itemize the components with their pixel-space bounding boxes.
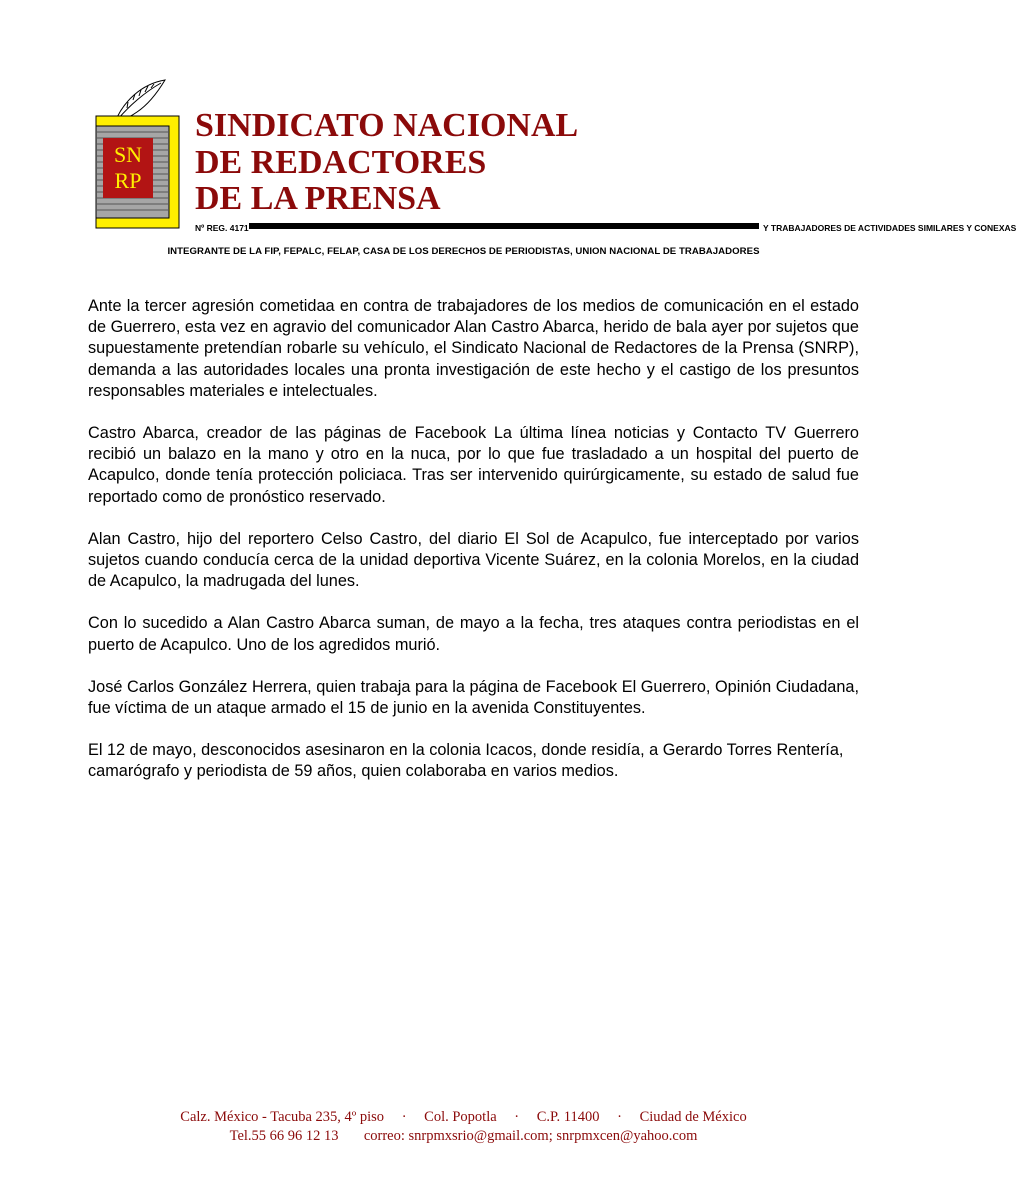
footer-emails[interactable]: correo: snrpmxsrio@gmail.com; snrpmxcen@yahoo.com [363, 1128, 698, 1144]
footer-phone: Tel.55 66 96 12 13 [229, 1128, 339, 1144]
organization-title [195, 108, 578, 218]
paragraph-3: Alan Castro, hijo del reportero Celso Castro, del diario El Sol de Acapulco, fue interceptado por varios sujetos cuando conducía cerca de la unidad deportiva Vicente Suárez, en la colonia Morelos, en la ciudad de Acapulco, la madrugada del lunes. [88, 529, 859, 591]
footer-separator: · [401, 1109, 407, 1125]
paragraph-5: José Carlos González Herrera, quien trabaja para la página de Facebook El Guerrero, Opinión Ciudadana, fue víctima de un ataque armado el 15 de junio en la avenida Constituyentes. [88, 677, 859, 718]
header-divider-bar [249, 223, 759, 229]
title-line-3: DE LA PRENSA [195, 180, 441, 217]
registration-row [195, 221, 1016, 235]
paragraph-1: Ante la tercer agresión cometidaa en contra de trabajadores de los medios de comunicación en el estado de Guerrero, esta vez en agravio del comunicador Alan Castro Abarca, herido de bala ayer por sujetos que supuestamente pretendían robarle su vehículo, el Sindicato Nacional de Redactores de la Prensa (SNRP), demanda a las autoridades locales una pronta investigación de este hecho y el castigo de los presuntos responsables materiales e intelectuales. [88, 297, 859, 400]
title-line-2: DE REDACTORES [195, 143, 487, 181]
footer-city: Ciudad de México [639, 1109, 747, 1125]
paragraph-6: El 12 de mayo, desconocidos asesinaron en la colonia Icacos, donde residía, a Gerardo Torres Rentería, camarógrafo y periodista de 59 años, quien colaboraba en varios medios. [88, 741, 844, 781]
paragraph-4: Con lo sucedido a Alan Castro Abarca suman, de mayo a la fecha, tres ataques contra periodistas en el puerto de Acapulco. Uno de los agredidos murió. [88, 614, 859, 654]
registration-tagline: Y TRABAJADORES DE ACTIVIDADES SIMILARES Y CONEXAS [763, 223, 1016, 233]
footer-contact [0, 1108, 927, 1146]
title-line-1: SINDICATO NACIONAL [195, 107, 579, 144]
snrp-logo [93, 78, 188, 230]
logo-letters-top: SN [113, 142, 143, 167]
footer-separator: · [514, 1109, 520, 1125]
footer-address-line [0, 1108, 927, 1127]
footer-separator: · [617, 1109, 622, 1125]
press-release-body [88, 296, 859, 804]
footer-contact-line [0, 1127, 927, 1146]
affiliations-line: INTEGRANTE DE LA FIP, FEPALC, FELAP, CASA DE LOS DERECHOS DE PERIODISTAS, UNION NACIONAL DE TRABAJADORES [167, 246, 760, 257]
paragraph-2: Castro Abarca, creador de las páginas de Facebook La última línea noticias y Contacto TV Guerrero recibió un balazo en la mano y otro en la nuca, por lo que fue trasladado a un hospital del puerto de Acapulco, donde tenía protección policiaca. Tras ser intervenido quirúrgicamente, su estado de salud fue reportado como de pronóstico reservado. [88, 424, 859, 506]
logo-letters-bottom: RP [114, 168, 142, 193]
footer-postal-code: C.P. 11400 [536, 1109, 600, 1125]
quill-and-book-emblem [93, 78, 188, 230]
registration-number: Nº REG. 4171 [195, 223, 249, 233]
footer-address: Calz. México - Tacuba 235, 4º piso [180, 1109, 385, 1125]
footer-colony: Col. Popotla [424, 1109, 497, 1125]
